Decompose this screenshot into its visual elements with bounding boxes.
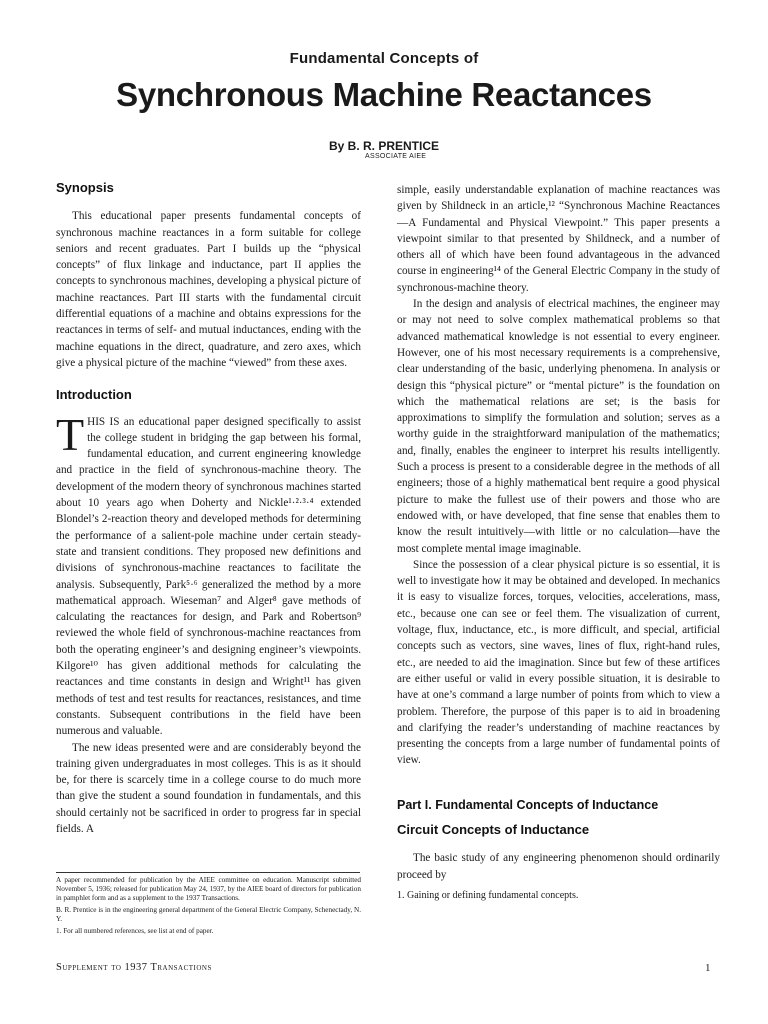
journal-footer: Supplement to 1937 Transactions [56,962,212,973]
footnote-divider [56,872,360,873]
footnote-references: 1. For all numbered references, see list at end of paper. [56,927,214,935]
introduction-paragraph-1-text: HIS IS an educational paper designed specifically to assist the college student in bridging the gap between his formal, fundamental education, and current engineering knowledge and practice in the field of synchronous-machine theory. The development of the modern theory of synchronous machines started about 10 years ago when Doherty and Nickle¹·²·³·⁴ extended Blondel’s 2-reaction theory and developed methods for determining the performance of a salient-pole machine under certain steady-state and transient conditions. They proposed new definitions and divisions of synchronous-machine reactances to facilitate the analysis. Subsequently, Park⁵·⁶ generalized the method by a more mathematical approach. Wieseman⁷ and Alger⁸ gave methods of calculating the reactances for design, and Park and Robertson⁹ reviewed the whole field of synchronous-machine reactances from both the operating engineer’s and designing engineer’s viewpoints. Kilgore¹⁰ has given additional methods for calculating the reactances and time constants in design and Wright¹¹ has given methods of test and test results for reactances, resistances, and time constants. Subsequent contributions in the field have been numerous and valuable. [56,415,361,738]
list-item: 1. Gaining or defining fundamental concepts. [397,889,579,901]
right-paragraph-4: The basic study of any engineering phenomenon should ordinarily proceed by [397,852,720,881]
footnote-author: B. R. Prentice is in the engineering general department of the General Electric Company, Schenectady, N. Y. [56,906,361,923]
page-number: 1 [705,962,711,974]
synopsis-text: This educational paper presents fundamental concepts of synchronous machine reactances in a form suitable for college seniors and recent graduates. Part I builds up the “physical concepts” of flux linkage and inductance, part II applies the concepts to synchronous machines, developing a physical picture of machine reactances. Part III starts with the fundamental circuit differential equations of a machine and obtains expressions for the reactances in terms of self- and mutual inductances, ending with the machine equations in the direct, quadrature, and zero axes, which give a physical picture of the machine “viewed” from these axes. [56,210,361,369]
introduction-heading: Introduction [56,387,132,403]
part-i-heading: Part I. Fundamental Concepts of Inductance [397,797,659,812]
drop-cap: T [56,408,85,460]
synopsis-heading: Synopsis [56,180,114,195]
author-byline: By B. R. PRENTICE [329,139,440,153]
introduction-paragraph-2: The new ideas presented were and are considerably beyond the training given undergraduates in most colleges. This is as it should be, for there is scarcely time in a college course to do much more than give the student a sound foundation in fundamentals, and this should certainly not be sacrificed in order to progress far in special fields. A [56,741,361,835]
author-affiliation: ASSOCIATE AIEE [365,153,427,160]
right-paragraph-3: Since the possession of a clear physical picture is so essential, it is well to investigate how it may be obtained and developed. In mechanics it is easy to visualize forces, torques, velocities, accelerations, mass, etc., because one can see or feel them. The visualization of current, voltage, flux, inductance, etc., is more difficult, and special, artificial concepts such as vectors, sine waves, lines of flux, right-hand rules, etc., are needed to aid the imagination. Since but few of these artifices are either useful or valid in every possible situation, it is desirable to have at one’s command a large number of points from which to view a problem. Therefore, the purpose of this paper is to aid in broadening and clarifying the reader’s understanding of machine reactances by presenting the concepts from a large number of fundamental points of view. [397,558,720,767]
pre-title: Fundamental Concepts of [289,50,479,67]
circuit-concepts-heading: Circuit Concepts of Inductance [397,821,590,837]
right-column [397,182,720,902]
left-column [56,180,361,837]
paper-title: Synchronous Machine Reactances [116,76,652,113]
footnote-publication: A paper recommended for publication by the AIEE committee on education. Manuscript submitted November 5, 1936; released for publication May 24, 1937, by the AIEE board of directors for publication in pamphlet form and as a supplement to the 1937 Transactions. [56,876,361,902]
right-paragraph-2: In the design and analysis of electrical machines, the engineer may or may not need to solve complex mathematical problems so that advanced mathematical knowledge is not essential to every engineer. However, one of his most necessary requirements is a comprehensive, clear understanding of the basic, underlying phenomena. In analysis or design this “physical picture” or “mental picture” is the foundation on which the mathematical relations are set; is the basis for approximations to simplify the formulation and solution; serves as a worthy guide in the straightforward manipulation of the mathematics; and, finally, enables the engineer to interpret his results intelligently. Such a process is present to a considerable degree in the methods of all engineers; those of a highly mathematical bent require a good physical picture to make the fullest use of their powers and those who are endowed with, or have developed, that fine sense that enables them to know the result intuitively—with little or no calculation—have the most complete mental image imaginable. [397,298,720,555]
introduction-paragraph-1 [56,408,361,740]
footnotes [56,876,361,939]
right-paragraph-1: simple, easily understandable explanation of machine reactances was given by Shildneck in an article,¹² “Synchronous Machine Reactances—A Fundamental and Physical Viewpoint.” This paper presents a viewpoint similar to that presented by Shildneck, and a number of others all of which have been found advantageous in the advanced course in engineering¹⁴ of the General Electric Company in the study of synchronous-machine theory. [397,184,720,294]
